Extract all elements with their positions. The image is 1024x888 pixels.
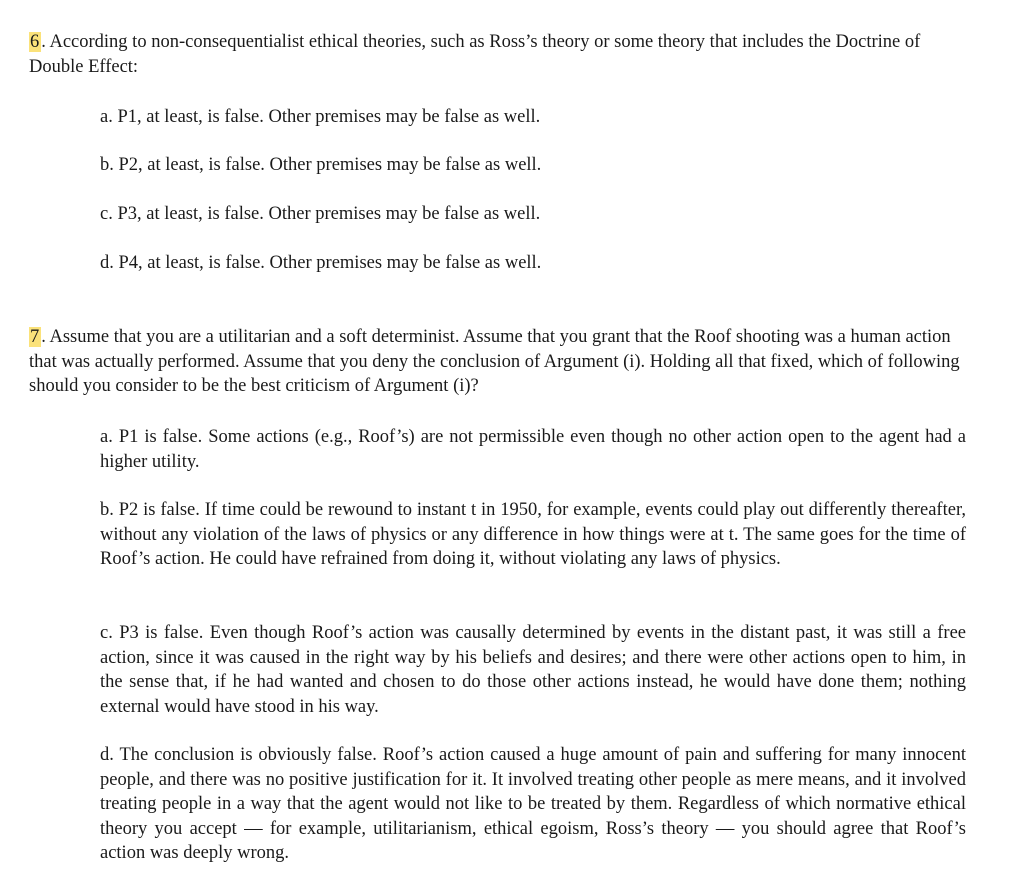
question-6-option-b: b. P2, at least, is false. Other premises may be false as well. [100, 155, 542, 175]
question-6-text: . According to non-consequentialist ethical theories, such as Ross’s theory or some theory that includes the Doctrine of Double Effect: [29, 32, 921, 77]
question-6-option-a: a. P1, at least, is false. Other premises may be false as well. [100, 107, 541, 127]
question-7-stem [29, 325, 975, 399]
question-7-number: 7 [30, 327, 40, 347]
question-6-stem [29, 30, 975, 79]
question-6-number: 6 [30, 32, 40, 52]
question-7-option-c: c. P3 is false. Even though Roof’s action was causally determined by events in the distant past, it was still a free action, since it was caused in the right way by his beliefs and desires; and there were other actions open to him, in the sense that, if he had wanted and chosen to do those other actions instead, he would have done them; nothing external would have stood in his way. [100, 623, 966, 717]
question-6-option-d: d. P4, at least, is false. Other premises may be false as well. [100, 253, 542, 273]
question-7-option-d: d. The conclusion is obviously false. Roof’s action caused a huge amount of pain and suffering for many innocent people, and there was no positive justification for it. It involved treating other people as mere means, and it involved treating people in a way that the agent would not like to be treated by them. Regardless of which normative ethical theory you accept — for example, utilitarianism, ethical egoism, Ross’s theory — you should agree that Roof’s action was deeply wrong. [100, 745, 966, 863]
question-7-option-a: a. P1 is false. Some actions (e.g., Roof’s) are not permissible even though no other action open to the agent had a higher utility. [100, 427, 966, 472]
question-7-text: . Assume that you are a utilitarian and a soft determinist. Assume that you grant that the Roof shooting was a human action that was actually performed. Assume that you deny the conclusion of Argument (i). Holding all that fixed, which of following should you consider to be the best criticism of Argument (i)? [29, 327, 960, 396]
question-6-option-c: c. P3, at least, is false. Other premises may be false as well. [100, 204, 541, 224]
question-7-option-b: b. P2 is false. If time could be rewound to instant t in 1950, for example, events could play out differently thereafter, without any violation of the laws of physics or any difference in how things were at t. The same goes for the time of Roof’s action. He could have refrained from doing it, without violating any laws of physics. [100, 500, 966, 569]
